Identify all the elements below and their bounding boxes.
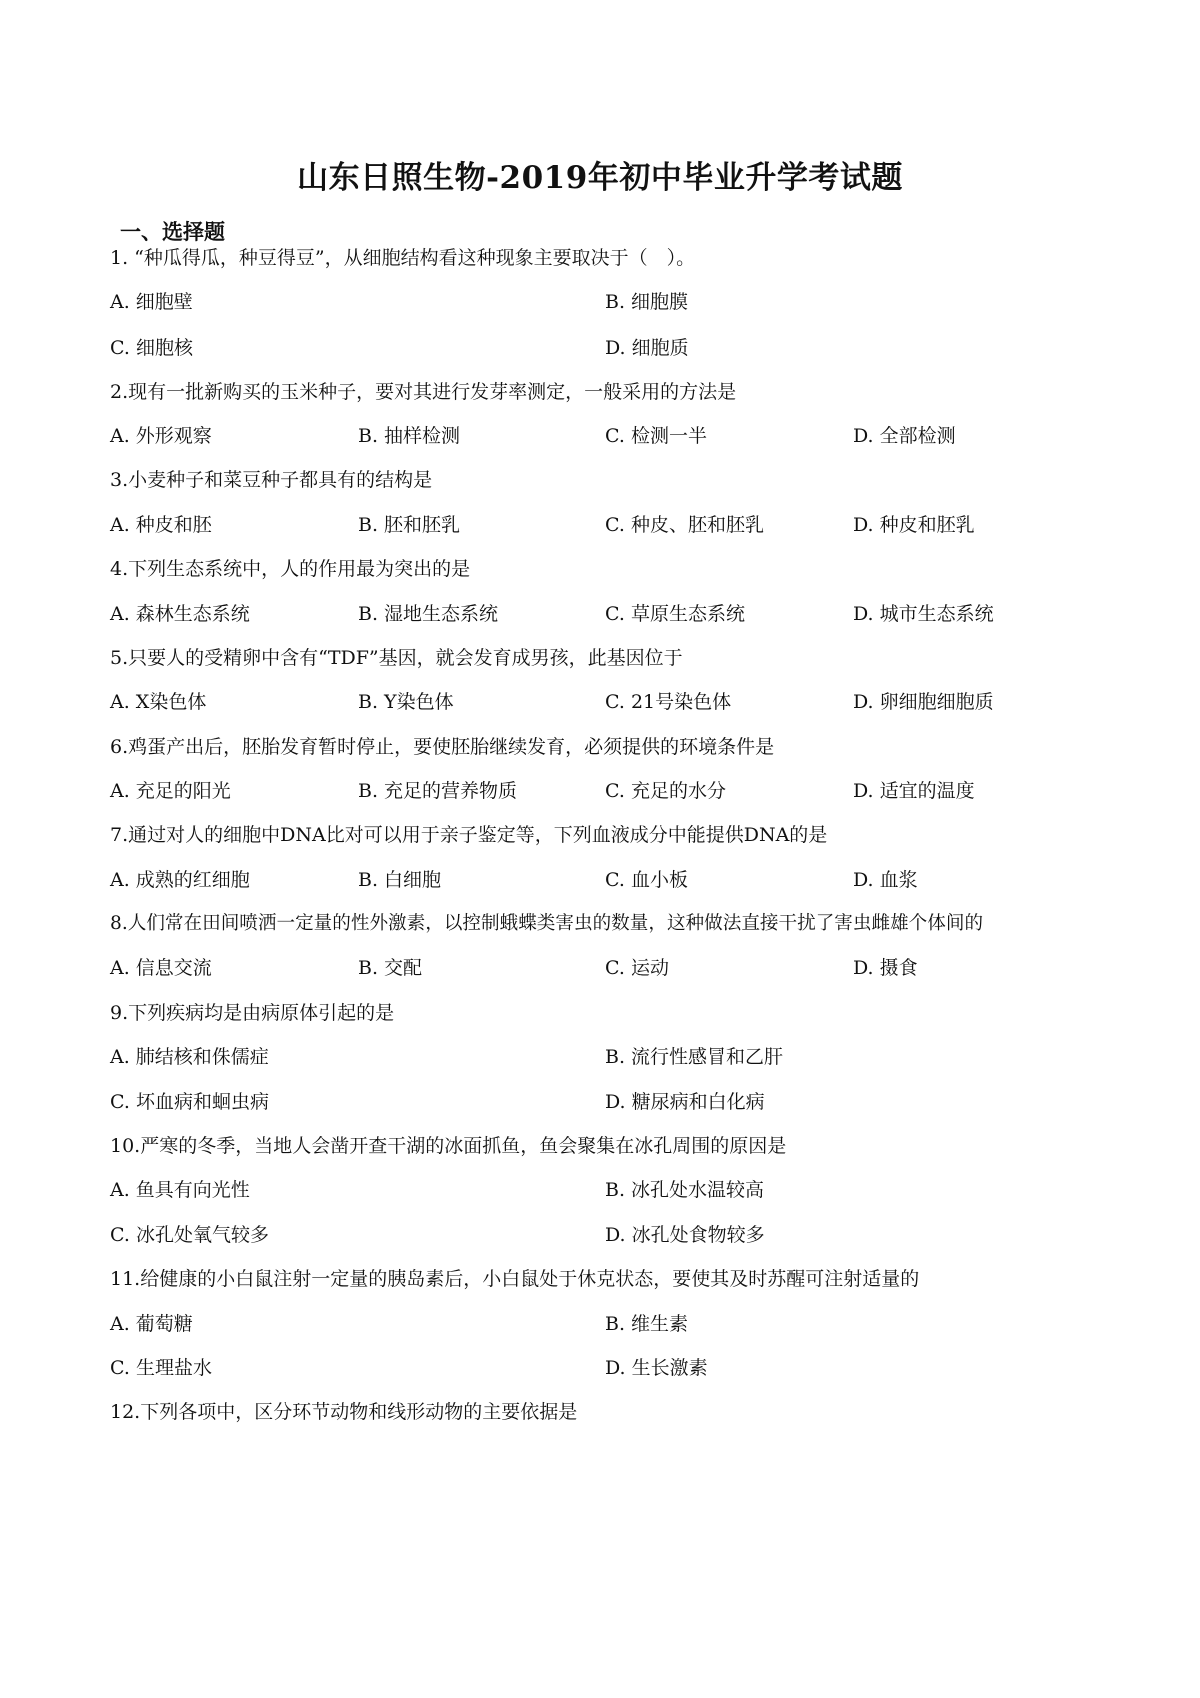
question-9-option-c: C. 坏血病和蛔虫病 [110,1091,269,1113]
question-5-option-b: B. Y染色体 [358,691,454,713]
question-10-stem: 10.严寒的冬季，当地人会凿开查干湖的冰面抓鱼，鱼会聚集在冰孔周围的原因是 [110,1135,787,1157]
question-11-option-d: D. 生长激素 [605,1357,708,1379]
question-4-option-c: C. 草原生态系统 [605,603,745,625]
question-2-stem: 2.现有一批新购买的玉米种子，要对其进行发芽率测定，一般采用的方法是 [110,381,737,403]
question-9-stem: 9.下列疾病均是由病原体引起的是 [110,1002,395,1024]
question-6-stem: 6.鸡蛋产出后，胚胎发育暂时停止，要使胚胎继续发育，必须提供的环境条件是 [110,736,775,758]
question-3-stem: 3.小麦种子和菜豆种子都具有的结构是 [110,469,433,491]
question-2-option-c: C. 检测一半 [605,425,707,447]
question-7-option-d: D. 血浆 [853,869,918,891]
question-7-option-b: B. 白细胞 [358,869,442,891]
question-6-option-a: A. 充足的阳光 [110,780,231,802]
question-8-stem: 8.人们常在田间喷洒一定量的性外激素，以控制蛾蝶类害虫的数量，这种做法直接干扰了害虫雌雄个体间的 [110,913,984,934]
question-4-option-d: D. 城市生态系统 [853,603,994,625]
question-2-option-d: D. 全部检测 [853,425,956,447]
question-1-option-c: C. 细胞核 [110,337,193,359]
question-10-option-c: C. 冰孔处氧气较多 [110,1224,269,1246]
question-11-option-c: C. 生理盐水 [110,1357,212,1379]
question-4-stem: 4.下列生态系统中，人的作用最为突出的是 [110,558,471,580]
section-heading: 一、选择题 [120,220,225,244]
question-12-stem: 12.下列各项中，区分环节动物和线形动物的主要依据是 [110,1401,578,1423]
question-1-stem: 1. “种瓜得瓜，种豆得豆”，从细胞结构看这种现象主要取决于（ ）。 [110,247,696,269]
question-11-stem: 11.给健康的小白鼠注射一定量的胰岛素后，小白鼠处于休克状态，要使其及时苏醒可注射适量的 [110,1268,920,1290]
question-4-option-b: B. 湿地生态系统 [358,603,499,625]
question-3-option-b: B. 胚和胚乳 [358,514,461,536]
question-9-option-d: D. 糖尿病和白化病 [605,1091,765,1113]
question-9-option-b: B. 流行性感冒和乙肝 [605,1046,784,1068]
question-9-option-a: A. 肺结核和侏儒症 [110,1046,269,1068]
question-11-option-b: B. 维生素 [605,1313,689,1335]
question-2-option-a: A. 外形观察 [110,425,212,447]
question-4-option-a: A. 森林生态系统 [110,603,250,625]
question-5-option-a: A. X染色体 [110,691,207,713]
question-3-option-d: D. 种皮和胚乳 [853,514,975,536]
question-7-stem: 7.通过对人的细胞中DNA比对可以用于亲子鉴定等，下列血液成分中能提供DNA的是 [110,824,828,846]
question-6-option-d: D. 适宜的温度 [853,780,975,802]
question-11-option-a: A. 葡萄糖 [110,1313,193,1335]
question-1-option-d: D. 细胞质 [605,337,689,359]
question-6-option-c: C. 充足的水分 [605,780,726,802]
question-8-option-b: B. 交配 [358,957,423,979]
question-3-option-a: A. 种皮和胚 [110,514,212,536]
page-title: 山东日照生物-2019年初中毕业升学考试题 [297,160,903,196]
question-8-option-c: C. 运动 [605,957,669,979]
question-5-option-d: D. 卵细胞细胞质 [853,691,994,713]
question-2-option-b: B. 抽样检测 [358,425,461,447]
question-7-option-a: A. 成熟的红细胞 [110,869,250,891]
question-8-option-d: D. 摄食 [853,957,918,979]
question-1-option-b: B. 细胞膜 [605,291,689,313]
question-10-option-a: A. 鱼具有向光性 [110,1179,250,1201]
question-8-option-a: A. 信息交流 [110,957,212,979]
question-1-option-a: A. 细胞壁 [110,291,193,313]
question-6-option-b: B. 充足的营养物质 [358,780,518,802]
question-3-option-c: C. 种皮、胚和胚乳 [605,514,764,536]
question-5-option-c: C. 21号染色体 [605,691,732,713]
question-7-option-c: C. 血小板 [605,869,688,891]
question-10-option-b: B. 冰孔处水温较高 [605,1179,765,1201]
question-10-option-d: D. 冰孔处食物较多 [605,1224,765,1246]
question-5-stem: 5.只要人的受精卵中含有“TDF”基因，就会发育成男孩，此基因位于 [110,647,683,669]
